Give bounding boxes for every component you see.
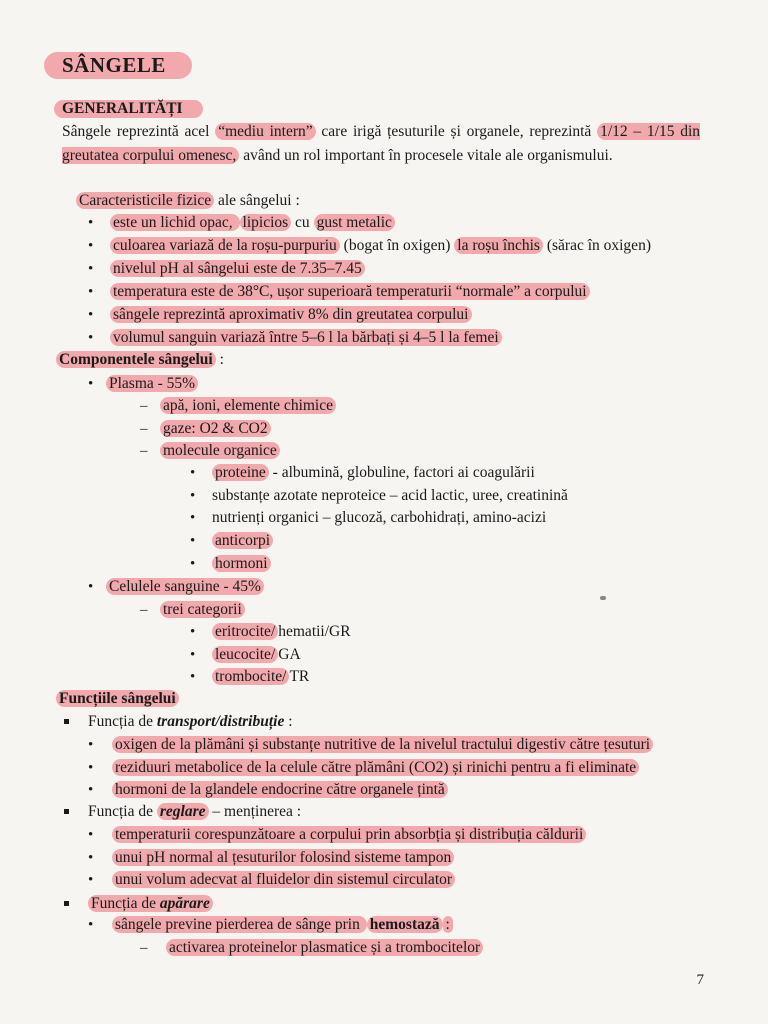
- functie-reglare-lead: Funcția de: [88, 803, 157, 820]
- fizice-text: (sărac în oxigen): [542, 237, 651, 254]
- organice-item: [212, 485, 568, 507]
- functie-aparare-lead: Funcția de: [91, 895, 160, 912]
- bullet-dot: •: [190, 510, 196, 527]
- celule-highlight: leucocite/: [212, 646, 278, 663]
- plasma-label: Plasma - 55%: [106, 375, 198, 392]
- bullet-dot: •: [190, 533, 196, 550]
- celule-item: [212, 666, 309, 688]
- intro-text: având un rol important în procesele vitale ale organismului.: [239, 146, 613, 164]
- functie-reglare-tail: – menținerea :: [208, 803, 302, 820]
- dash-marker: –: [140, 602, 148, 618]
- celule-label: Celulele sanguine - 45%: [106, 578, 264, 595]
- functie-transport-lead: Funcția de: [88, 713, 157, 730]
- fizice-item: [110, 327, 502, 349]
- bullet-dot: •: [88, 284, 94, 300]
- reglare-highlight: unui volum adecvat al fluidelor din sistemul circulator: [112, 871, 455, 888]
- bullet-dot: •: [88, 261, 94, 277]
- reglare-highlight: temperaturii corespunzătoare a corpului prin absorbția și distribuția căldurii: [112, 826, 586, 843]
- celule-highlight: trombocite/: [212, 668, 289, 685]
- dash-marker: –: [140, 398, 148, 414]
- organice-text: substanțe azotate neproteice – acid lactic, uree, creatinină: [212, 486, 568, 504]
- componente-heading-text: Componentele sângelui: [56, 351, 216, 368]
- dash-marker: –: [140, 443, 148, 459]
- organice-highlight: hormoni: [212, 555, 271, 572]
- aparare-highlight: :: [443, 916, 453, 933]
- trei-categorii-item: [160, 599, 245, 621]
- trei-categorii-label: trei categorii: [160, 601, 245, 618]
- section-heading-generalitati: GENERALITĂȚI: [54, 100, 203, 118]
- reglare-highlight: unui pH normal al țesuturilor folosind sisteme tampon: [112, 849, 454, 866]
- transport-highlight: hormoni de la glandele endocrine către organele țintă: [112, 781, 448, 798]
- fizice-lead-highlight: Caracteristicile fizice: [76, 192, 214, 209]
- celule-item: [212, 621, 351, 643]
- organice-highlight: proteine: [212, 464, 269, 481]
- plasma-item: [106, 373, 198, 395]
- page-title: SÂNGELE: [44, 52, 192, 79]
- intro-text: Sângele reprezintă acel: [62, 123, 216, 140]
- scan-smudge: [600, 596, 606, 600]
- componente-heading-colon: :: [215, 351, 224, 368]
- aparare-sub-item: [166, 937, 483, 959]
- fizice-highlight: volumul sanguin variază între 5–6 l la bărbați și 4–5 l la femei: [110, 329, 502, 346]
- reglare-item: [112, 824, 586, 846]
- bullet-dot: •: [190, 646, 196, 663]
- fizice-highlight: lipicios: [240, 214, 292, 231]
- transport-item: [112, 734, 653, 756]
- transport-item: [112, 757, 639, 779]
- bullet-dot: •: [190, 624, 196, 640]
- bullet-dot: •: [88, 579, 94, 595]
- fizice-highlight: culoarea variază de la roșu-purpuriu: [110, 237, 340, 254]
- transport-item: [112, 779, 448, 801]
- celule-text: GA: [278, 645, 301, 663]
- bullet-dot: •: [190, 669, 196, 685]
- fizice-lead-text: ale sângelui :: [214, 192, 300, 209]
- celule-item: [212, 644, 301, 666]
- fizice-highlight: la roșu închis: [454, 237, 543, 254]
- fizice-lead: [76, 190, 300, 212]
- functie-aparare-name: apărare: [159, 895, 210, 912]
- bullet-dot: •: [88, 849, 94, 866]
- organice-item: [212, 530, 273, 552]
- reglare-item: [112, 847, 454, 869]
- bullet-dot: •: [88, 376, 94, 392]
- bullet-dot: •: [88, 917, 94, 933]
- transport-highlight: reziduuri metabolice de la celule către plămâni (CO2) și rinichi pentru a fi eliminate: [112, 759, 639, 776]
- square-bullet: [64, 901, 69, 906]
- fizice-highlight: este un lichid opac,: [110, 214, 240, 231]
- fizice-highlight: temperatura este de 38°C, ușor superioară temperaturii “normale” a corpului: [110, 283, 590, 300]
- fizice-item: [110, 235, 651, 257]
- bullet-dot: •: [88, 759, 94, 776]
- fizice-highlight: sângele reprezintă aproximativ 8% din greutatea corpului: [110, 306, 472, 323]
- intro-highlight-proportion: 1/12 – 1/15 din greutatea corpului omenesc,: [62, 123, 701, 164]
- functie-transport: [88, 711, 293, 733]
- bullet-dot: •: [88, 330, 94, 346]
- organice-highlight: anticorpi: [212, 532, 273, 549]
- organice-item: [212, 462, 535, 484]
- aparare-highlight: sângele previne pierderea de sânge prin: [112, 916, 367, 933]
- bullet-dot: •: [88, 872, 94, 888]
- fizice-highlight: nivelul pH al sângelui este de 7.35–7.45: [110, 260, 365, 277]
- functii-heading: [56, 688, 179, 710]
- bullet-dot: •: [190, 465, 196, 481]
- square-bullet: [64, 809, 69, 814]
- plasma-highlight: gaze: O2 & CO2: [160, 420, 271, 437]
- page-number: 7: [696, 972, 704, 988]
- fizice-highlight: gust metalic: [314, 214, 395, 231]
- transport-highlight: oxigen de la plămâni și substanțe nutritive de la nivelul tractului digestiv către țesuturi: [112, 736, 653, 753]
- dash-marker: –: [140, 420, 148, 437]
- bullet-dot: •: [88, 238, 94, 254]
- bullet-dot: •: [88, 307, 94, 323]
- componente-heading: [56, 349, 224, 371]
- bullet-dot: •: [190, 555, 196, 572]
- plasma-item: [160, 395, 336, 417]
- bullet-dot: •: [190, 487, 196, 504]
- bullet-dot: •: [88, 215, 94, 231]
- plasma-item: [160, 440, 280, 462]
- celule-text: TR: [289, 668, 310, 685]
- bullet-dot: •: [88, 827, 94, 843]
- intro-paragraph: [62, 120, 700, 167]
- celule-text: hematii/GR: [278, 623, 351, 640]
- reglare-item: [112, 869, 455, 891]
- celule-highlight: eritrocite/: [212, 623, 278, 640]
- organice-item: [212, 553, 271, 575]
- aparare-item: [112, 914, 453, 936]
- fizice-item: [110, 281, 590, 303]
- plasma-item: [160, 418, 271, 440]
- dash-marker: –: [140, 940, 148, 956]
- square-bullet: [64, 719, 69, 724]
- functie-reglare: [88, 801, 301, 823]
- functie-transport-name: transport/distribuție: [156, 713, 285, 730]
- bullet-dot: •: [88, 782, 94, 798]
- fizice-text: (bogat în oxigen): [339, 237, 455, 254]
- functii-heading-text: Funcțiile sângelui: [56, 690, 179, 707]
- fizice-item: [110, 304, 472, 326]
- functie-aparare: [88, 893, 213, 915]
- plasma-highlight: apă, ioni, elemente chimice: [160, 397, 336, 414]
- aparare-sub-text: activarea proteinelor plasmatice și a trombocitelor: [166, 939, 483, 956]
- intro-text: care irigă țesuturile și organele, reprezintă: [315, 123, 598, 140]
- aparare-highlight: hemostază: [367, 916, 443, 933]
- bullet-dot: •: [88, 737, 94, 753]
- organice-text: - albumină, globuline, factori ai coagulării: [268, 464, 535, 481]
- fizice-item: [110, 212, 395, 234]
- plasma-highlight: molecule organice: [160, 442, 280, 459]
- functie-transport-tail: :: [284, 713, 293, 730]
- fizice-text: cu: [291, 214, 314, 231]
- organice-item: [212, 507, 546, 529]
- fizice-item: [110, 258, 365, 280]
- intro-highlight-mediu-intern: “mediu intern”: [215, 123, 315, 140]
- organice-text: nutrienți organici – glucoză, carbohidrați, amino-acizi: [212, 509, 547, 527]
- celule-item: [106, 576, 264, 598]
- functie-reglare-name: reglare: [159, 803, 206, 820]
